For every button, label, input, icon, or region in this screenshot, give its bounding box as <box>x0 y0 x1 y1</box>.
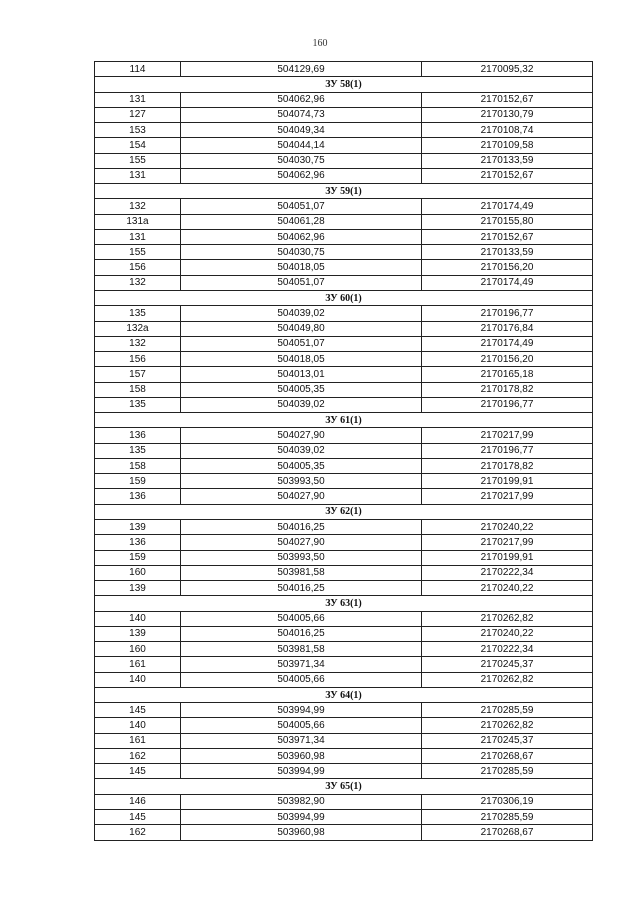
table-row <box>95 153 593 168</box>
table-row <box>95 550 593 565</box>
y-coordinate-cell: 2170222,34 <box>422 565 593 580</box>
x-coordinate-cell: 503994,99 <box>181 810 422 825</box>
x-coordinate-cell: 504005,66 <box>181 611 422 626</box>
y-coordinate-cell: 2170095,32 <box>422 62 593 77</box>
x-coordinate-cell: 504039,02 <box>181 443 422 458</box>
section-header-row <box>95 504 593 519</box>
point-number-cell: 132 <box>95 336 181 351</box>
section-header-row <box>95 779 593 794</box>
table-row <box>95 733 593 748</box>
table-row <box>95 825 593 840</box>
section-header-row <box>95 184 593 199</box>
point-number-cell: 158 <box>95 382 181 397</box>
x-coordinate-cell: 504049,80 <box>181 321 422 336</box>
y-coordinate-cell: 2170217,99 <box>422 535 593 550</box>
x-coordinate-cell: 504027,90 <box>181 489 422 504</box>
point-number-cell: 139 <box>95 581 181 596</box>
table-row <box>95 428 593 443</box>
point-number-cell: 131 <box>95 92 181 107</box>
point-number-cell: 136 <box>95 489 181 504</box>
x-coordinate-cell: 504062,96 <box>181 168 422 183</box>
table-row <box>95 489 593 504</box>
table-row <box>95 519 593 534</box>
point-number-cell: 153 <box>95 123 181 138</box>
point-number-cell: 159 <box>95 550 181 565</box>
x-coordinate-cell: 504005,66 <box>181 672 422 687</box>
x-coordinate-cell: 503981,58 <box>181 642 422 657</box>
x-coordinate-cell: 503993,50 <box>181 550 422 565</box>
point-number-cell: 145 <box>95 810 181 825</box>
x-coordinate-cell: 504018,05 <box>181 352 422 367</box>
section-header-row <box>95 687 593 702</box>
x-coordinate-cell: 504062,96 <box>181 229 422 244</box>
y-coordinate-cell: 2170196,77 <box>422 306 593 321</box>
point-number-cell: 161 <box>95 657 181 672</box>
section-title: ЗУ 60(1) <box>95 290 593 305</box>
y-coordinate-cell: 2170285,59 <box>422 703 593 718</box>
section-title: ЗУ 59(1) <box>95 184 593 199</box>
x-coordinate-cell: 503982,90 <box>181 794 422 809</box>
x-coordinate-cell: 504005,66 <box>181 718 422 733</box>
x-coordinate-cell: 504018,05 <box>181 260 422 275</box>
point-number-cell: 131 <box>95 229 181 244</box>
y-coordinate-cell: 2170178,82 <box>422 458 593 473</box>
table-row <box>95 199 593 214</box>
point-number-cell: 161 <box>95 733 181 748</box>
table-row <box>95 443 593 458</box>
point-number-cell: 140 <box>95 611 181 626</box>
point-number-cell: 162 <box>95 748 181 763</box>
x-coordinate-cell: 504062,96 <box>181 92 422 107</box>
table-row <box>95 642 593 657</box>
y-coordinate-cell: 2170240,22 <box>422 626 593 641</box>
x-coordinate-cell: 504013,01 <box>181 367 422 382</box>
point-number-cell: 136 <box>95 535 181 550</box>
x-coordinate-cell: 504051,07 <box>181 199 422 214</box>
table-row <box>95 352 593 367</box>
y-coordinate-cell: 2170217,99 <box>422 428 593 443</box>
y-coordinate-cell: 2170130,79 <box>422 107 593 122</box>
y-coordinate-cell: 2170262,82 <box>422 718 593 733</box>
point-number-cell: 136 <box>95 428 181 443</box>
point-number-cell: 140 <box>95 672 181 687</box>
table-row <box>95 260 593 275</box>
x-coordinate-cell: 503960,98 <box>181 748 422 763</box>
y-coordinate-cell: 2170155,80 <box>422 214 593 229</box>
page-number: 160 <box>312 38 328 49</box>
y-coordinate-cell: 2170178,82 <box>422 382 593 397</box>
point-number-cell: 160 <box>95 565 181 580</box>
table-row <box>95 382 593 397</box>
point-number-cell: 157 <box>95 367 181 382</box>
table-row <box>95 397 593 412</box>
point-number-cell: 145 <box>95 764 181 779</box>
table-row <box>95 336 593 351</box>
point-number-cell: 139 <box>95 626 181 641</box>
x-coordinate-cell: 503994,99 <box>181 703 422 718</box>
point-number-cell: 155 <box>95 153 181 168</box>
table-row <box>95 123 593 138</box>
table-row <box>95 275 593 290</box>
y-coordinate-cell: 2170196,77 <box>422 397 593 412</box>
point-number-cell: 114 <box>95 62 181 77</box>
table-row <box>95 810 593 825</box>
x-coordinate-cell: 504044,14 <box>181 138 422 153</box>
table-row <box>95 92 593 107</box>
point-number-cell: 139 <box>95 519 181 534</box>
table-row <box>95 672 593 687</box>
y-coordinate-cell: 2170108,74 <box>422 123 593 138</box>
x-coordinate-cell: 503994,99 <box>181 764 422 779</box>
point-number-cell: 156 <box>95 352 181 367</box>
y-coordinate-cell: 2170165,18 <box>422 367 593 382</box>
section-title: ЗУ 65(1) <box>95 779 593 794</box>
point-number-cell: 155 <box>95 245 181 260</box>
point-number-cell: 132 <box>95 275 181 290</box>
y-coordinate-cell: 2170217,99 <box>422 489 593 504</box>
y-coordinate-cell: 2170199,91 <box>422 550 593 565</box>
point-number-cell: 146 <box>95 794 181 809</box>
point-number-cell: 131 <box>95 168 181 183</box>
y-coordinate-cell: 2170285,59 <box>422 810 593 825</box>
point-number-cell: 135 <box>95 306 181 321</box>
table-row <box>95 764 593 779</box>
table-row <box>95 794 593 809</box>
x-coordinate-cell: 503981,58 <box>181 565 422 580</box>
table-row <box>95 718 593 733</box>
coordinates-table <box>94 61 593 841</box>
table-row <box>95 458 593 473</box>
x-coordinate-cell: 504005,35 <box>181 458 422 473</box>
y-coordinate-cell: 2170240,22 <box>422 519 593 534</box>
x-coordinate-cell: 504016,25 <box>181 626 422 641</box>
y-coordinate-cell: 2170240,22 <box>422 581 593 596</box>
table-row <box>95 703 593 718</box>
point-number-cell: 132а <box>95 321 181 336</box>
point-number-cell: 132 <box>95 199 181 214</box>
table-row <box>95 107 593 122</box>
table-row <box>95 62 593 77</box>
table-row <box>95 565 593 580</box>
point-number-cell: 159 <box>95 474 181 489</box>
x-coordinate-cell: 504074,73 <box>181 107 422 122</box>
point-number-cell: 160 <box>95 642 181 657</box>
y-coordinate-cell: 2170268,67 <box>422 748 593 763</box>
y-coordinate-cell: 2170176,84 <box>422 321 593 336</box>
point-number-cell: 127 <box>95 107 181 122</box>
y-coordinate-cell: 2170174,49 <box>422 336 593 351</box>
x-coordinate-cell: 504030,75 <box>181 245 422 260</box>
section-title: ЗУ 62(1) <box>95 504 593 519</box>
x-coordinate-cell: 504039,02 <box>181 306 422 321</box>
table-row <box>95 321 593 336</box>
y-coordinate-cell: 2170285,59 <box>422 764 593 779</box>
section-header-row <box>95 77 593 92</box>
coordinates-table-body <box>95 62 593 841</box>
section-title: ЗУ 63(1) <box>95 596 593 611</box>
x-coordinate-cell: 504039,02 <box>181 397 422 412</box>
y-coordinate-cell: 2170109,58 <box>422 138 593 153</box>
y-coordinate-cell: 2170268,67 <box>422 825 593 840</box>
y-coordinate-cell: 2170156,20 <box>422 260 593 275</box>
point-number-cell: 158 <box>95 458 181 473</box>
table-row <box>95 581 593 596</box>
table-row <box>95 306 593 321</box>
point-number-cell: 140 <box>95 718 181 733</box>
table-row <box>95 748 593 763</box>
y-coordinate-cell: 2170245,37 <box>422 657 593 672</box>
y-coordinate-cell: 2170156,20 <box>422 352 593 367</box>
y-coordinate-cell: 2170306,19 <box>422 794 593 809</box>
table-row <box>95 168 593 183</box>
point-number-cell: 135 <box>95 397 181 412</box>
section-header-row <box>95 413 593 428</box>
y-coordinate-cell: 2170133,59 <box>422 153 593 168</box>
x-coordinate-cell: 504051,07 <box>181 275 422 290</box>
x-coordinate-cell: 503993,50 <box>181 474 422 489</box>
section-title: ЗУ 58(1) <box>95 77 593 92</box>
point-number-cell: 131а <box>95 214 181 229</box>
x-coordinate-cell: 504049,34 <box>181 123 422 138</box>
x-coordinate-cell: 504027,90 <box>181 535 422 550</box>
y-coordinate-cell: 2170262,82 <box>422 611 593 626</box>
table-row <box>95 138 593 153</box>
y-coordinate-cell: 2170245,37 <box>422 733 593 748</box>
point-number-cell: 156 <box>95 260 181 275</box>
x-coordinate-cell: 504016,25 <box>181 519 422 534</box>
y-coordinate-cell: 2170199,91 <box>422 474 593 489</box>
x-coordinate-cell: 504061,28 <box>181 214 422 229</box>
point-number-cell: 135 <box>95 443 181 458</box>
x-coordinate-cell: 504051,07 <box>181 336 422 351</box>
table-row <box>95 214 593 229</box>
table-row <box>95 474 593 489</box>
section-header-row <box>95 290 593 305</box>
y-coordinate-cell: 2170152,67 <box>422 229 593 244</box>
point-number-cell: 154 <box>95 138 181 153</box>
point-number-cell: 162 <box>95 825 181 840</box>
x-coordinate-cell: 503960,98 <box>181 825 422 840</box>
x-coordinate-cell: 504016,25 <box>181 581 422 596</box>
x-coordinate-cell: 504129,69 <box>181 62 422 77</box>
y-coordinate-cell: 2170174,49 <box>422 199 593 214</box>
section-header-row <box>95 596 593 611</box>
y-coordinate-cell: 2170152,67 <box>422 92 593 107</box>
table-row <box>95 611 593 626</box>
table-row <box>95 626 593 641</box>
y-coordinate-cell: 2170174,49 <box>422 275 593 290</box>
y-coordinate-cell: 2170262,82 <box>422 672 593 687</box>
point-number-cell: 145 <box>95 703 181 718</box>
x-coordinate-cell: 503971,34 <box>181 733 422 748</box>
table-row <box>95 245 593 260</box>
table-row <box>95 229 593 244</box>
y-coordinate-cell: 2170222,34 <box>422 642 593 657</box>
x-coordinate-cell: 504030,75 <box>181 153 422 168</box>
section-title: ЗУ 61(1) <box>95 413 593 428</box>
y-coordinate-cell: 2170196,77 <box>422 443 593 458</box>
x-coordinate-cell: 503971,34 <box>181 657 422 672</box>
section-title: ЗУ 64(1) <box>95 687 593 702</box>
table-row <box>95 535 593 550</box>
table-row <box>95 657 593 672</box>
y-coordinate-cell: 2170133,59 <box>422 245 593 260</box>
x-coordinate-cell: 504005,35 <box>181 382 422 397</box>
y-coordinate-cell: 2170152,67 <box>422 168 593 183</box>
x-coordinate-cell: 504027,90 <box>181 428 422 443</box>
table-row <box>95 367 593 382</box>
